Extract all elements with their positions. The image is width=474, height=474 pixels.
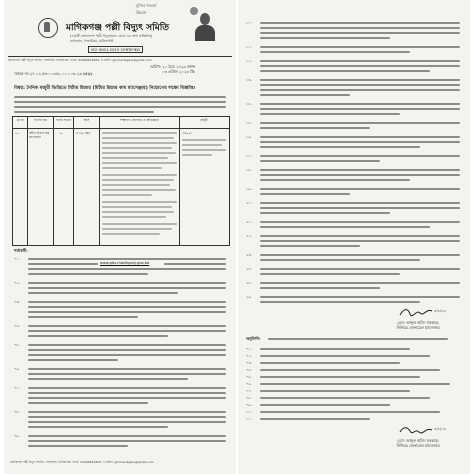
- item-number: ১৭.: [246, 154, 252, 158]
- distribution-number: ০৪.: [246, 368, 252, 372]
- item-number: ২৪.: [246, 267, 252, 271]
- item-number: ১৪.: [246, 102, 252, 106]
- condition-number: ০৪.: [14, 324, 20, 328]
- distribution-heading: অনুলিপি:: [246, 336, 261, 341]
- item-number: ১১.: [246, 45, 252, 49]
- table-header-count: পদের সংখ্যা: [55, 118, 72, 122]
- item-number: ১৩.: [246, 78, 252, 82]
- item-number: ২৬.: [246, 295, 252, 299]
- iso-certification: ISO 9001:2015 CERTIFIED: [88, 46, 143, 53]
- table-header-post: পদের নাম: [34, 118, 47, 122]
- organization-title: মাগিকগঞ্জ পল্লী বিদ্যুৎ সমিতি: [66, 23, 170, 33]
- condition-number: ০৮.: [14, 410, 20, 414]
- distribution-number: ০৮.: [246, 396, 252, 400]
- distribution-number: ০২.: [246, 354, 252, 358]
- signature-image-1: [398, 306, 434, 318]
- signature-date-2: ৩/৪/২৩: [434, 427, 446, 431]
- notice-date: তারিখ: ২০ চৈত্র ১৪২৯ বঙ্গাব্দ ০৩ এপ্রিল ২০২৩ খ্রি:: [150, 64, 196, 74]
- intro-text-line: [14, 96, 226, 98]
- pbs-logo-icon: [38, 18, 58, 38]
- item-number: ১৮.: [246, 168, 252, 172]
- item-number: ১০.: [246, 21, 252, 25]
- table-header-serial: ক্র:নং: [16, 118, 24, 122]
- signature-image-2: [398, 424, 434, 436]
- notice-page-2: [238, 0, 470, 474]
- table-header-age: বয়স: [83, 118, 90, 122]
- table-cell-post: মিটার রিডার কাম ম্যাসেঞ্জার: [29, 131, 50, 139]
- distribution-number: ০৩.: [246, 361, 252, 365]
- intro-text-line: [14, 111, 154, 113]
- condition-number: ০৬.: [14, 367, 20, 371]
- page-footer: মানিকগঞ্জ পল্লী বিদ্যুৎ সমিতি, গজারিয়া, মানিকগঞ্জ। ফোন: 02996610455, ই-মেইল: gmmanikganj@gmail.com: [10, 460, 154, 464]
- distribution-number: ০১.: [246, 347, 252, 351]
- item-number: ১২.: [246, 59, 252, 63]
- condition-number: ০৩.: [14, 300, 20, 304]
- table-header-qualification: শিক্ষাগত যোগ্যতা ও অভিজ্ঞতা: [120, 118, 159, 122]
- distribution-number: ১০.: [246, 410, 252, 414]
- notice-page-1: [4, 0, 236, 474]
- mujib-centenary-seal: মুজিব শতবর্ষ উন্নয়ন: [136, 3, 157, 15]
- organization-address: বাগজান, গজারিয়া, মানিকগঞ্জ: [70, 39, 114, 43]
- item-number: ২৩.: [246, 253, 252, 257]
- table-header-wage: মজুরী: [200, 118, 208, 122]
- distribution-number: ০৯.: [246, 403, 252, 407]
- signature-date-1: ৩/৪/২৩: [434, 309, 446, 313]
- signatory-title-2: সিনিয়র জেনারেল ম্যানেজার: [396, 443, 440, 448]
- header-divider: [8, 56, 232, 57]
- item-number: ২১.: [246, 220, 252, 224]
- conditions-heading: শর্তাবলী:: [14, 248, 28, 253]
- item-number: ২০.: [246, 201, 252, 205]
- item-number: ২২.: [246, 234, 252, 238]
- website-link[interactable]: www.pbs.manikganj.gov.bd: [100, 261, 150, 265]
- vacancy-table: [12, 116, 230, 246]
- signatory-name-2: (মো: আব্দুল হামিদ সরকার): [397, 438, 439, 443]
- distribution-number: ০৫.: [246, 375, 252, 379]
- signatory-title: সিনিয়র জেনারেল ম্যানেজার: [396, 325, 440, 330]
- table-cell-count: ১০: [59, 131, 63, 135]
- distribution-number: ০৬.: [246, 382, 252, 386]
- condition-number: ০২.: [14, 281, 20, 285]
- item-number: ১৬.: [246, 135, 252, 139]
- condition-number: ০৯.: [14, 434, 20, 438]
- table-cell-wage: ৳৪০০/-: [183, 131, 193, 135]
- contact-strip: মানিকগঞ্জ পল্লী বিদ্যুৎ সমিতি, গজারিয়া, মানিকগঞ্জ। ফোন: 02996610455, ই-মেইল: gmmanikganj@gmail.com: [8, 58, 152, 62]
- distribution-number: ০৭.: [246, 389, 252, 393]
- portrait-image: [190, 7, 220, 43]
- intro-text-line: [14, 106, 226, 108]
- condition-number: ০১.: [14, 257, 20, 261]
- signatory-name: (মো: আব্দুল হামিদ সরকার): [397, 320, 439, 325]
- intro-text-line: [14, 101, 226, 103]
- item-number: ২৫.: [246, 281, 252, 285]
- distribution-number: ১১.: [246, 417, 252, 421]
- item-number: ১৯.: [246, 187, 252, 191]
- notice-subject: বিষয়: দৈনিক মজুরী ভিত্তিতে মিটার রিডার (মিটার রিডার কাম ম্যাসেঞ্জার) নিয়োগের লক্ষ্যে বিজ্ঞপ্তি।: [14, 86, 196, 91]
- table-cell-serial: ০১.: [15, 131, 20, 135]
- table-cell-age: ১৮-৩০ বছর: [75, 131, 90, 135]
- condition-number: ০৫.: [14, 343, 20, 347]
- item-number: ১৫.: [246, 121, 252, 125]
- memo-number: স্মারক নং-২৭.১২.৫৬০০.৩৫২.০১.০০৬.২৩.১৫২১: [14, 71, 93, 76]
- condition-number: ০৭.: [14, 386, 20, 390]
- organization-subtitle: (একটি বাংলাদেশ পল্লী বিদ্যুতায়ন বোর্ড-এর অঙ্গ প্রতিষ্ঠান): [70, 34, 153, 38]
